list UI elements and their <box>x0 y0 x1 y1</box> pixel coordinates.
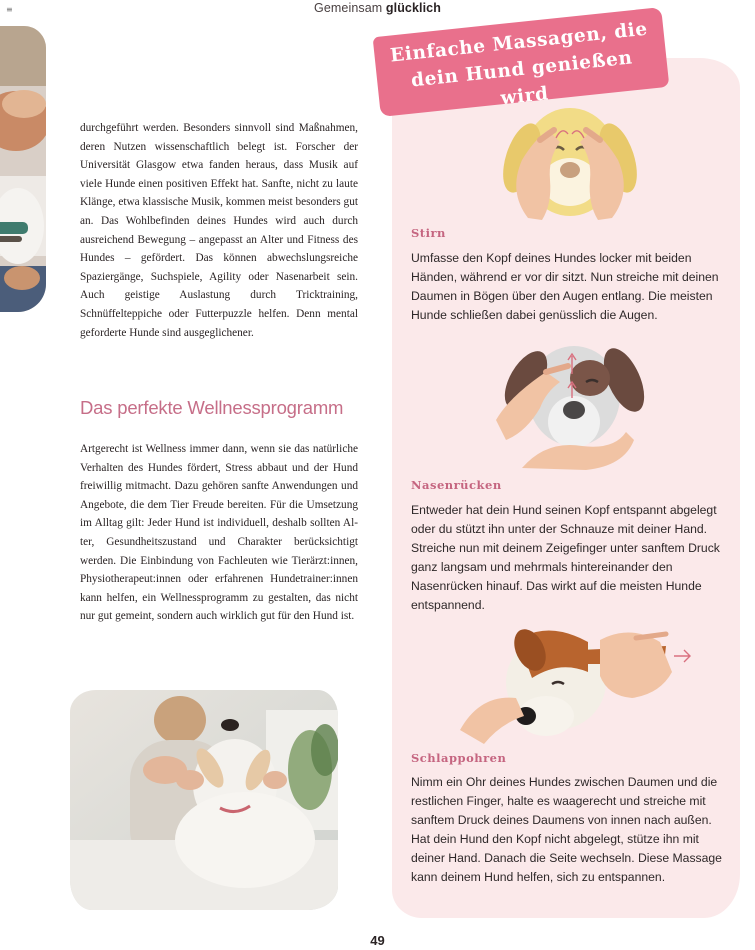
section-paragraph <box>80 440 358 626</box>
stirn-massage-illustration <box>478 100 658 220</box>
arrow-right-icon <box>674 650 690 662</box>
technique-text-nasenruecken: Entweder hat dein Hund seinen Kopf entspannt abgelegt oder du stützt ihn unter der Schnauze mit deiner Hand. Streiche nun mit deinem Zeigefinger unter sanftem Druck ganz langsam und mehrmals hintereinander den Nasenrücken hinauf. Das wirkt auf die meisten Hunde entspannend. <box>411 503 720 612</box>
section-paragraph-text: Artgerecht ist Wellness immer dann, wenn sie das natürliche Verhalten des Hundes fördert, Stress abbaut und der Hund freiwillig mitmacht. Dazu gehören sanfte Anwendungen und Angebote, die dem Tier Freude bereiten. Für die Umsetzung im Alltag gilt: Jeder Hund ist individuell, deshalb sollten Alter, Gesundheitszustand und Charakter berücksichtigt werden. Die Einbindung von Fachleuten wie Tierärzt:innen, Physiotherapeut:innen oder erfahrenen Hundetrainer:innen kann helfen, ein Wellnessprogramm zu gestalten, das nicht nur gut gemeint, sondern auch wirklich gut für den Hund ist. <box>80 443 358 623</box>
dog-massage-photo-image <box>70 690 338 910</box>
dog-massage-photo <box>70 690 338 910</box>
running-header-regular: Gemeinsam <box>314 1 383 15</box>
technique-text-schlappohren: Nimm ein Ohr deines Hundes zwischen Daumen und die restlichen Finger, halte es waagerecht und streiche mit sanftem Druck deines Daumens von innen nach außen. Hat dein Hund den Kopf nicht abgelegt, stütze ihn mit deiner Hand. Danach die Seite wechseln. Diese Massage kann deinem Hund helfen, sich zu entspannen. <box>411 775 722 884</box>
nasenruecken-massage-illustration <box>486 336 646 476</box>
left-photo-crop <box>0 26 46 312</box>
technique-heading-nasenruecken: Nasenrücken <box>411 478 502 492</box>
intro-paragraph <box>80 119 358 342</box>
technique-heading-schlappohren: Schlappohren <box>411 751 507 765</box>
intro-paragraph-text: durchgeführt werden. Besonders sinnvoll sind Maßnahmen, deren Nutzen wissenschaftlich belegt ist. Forscher der Universität Glasgow etwa fanden heraus, dass Musik auf viele Hunde einen positiven Effekt hat. Sanfte, nicht zu laute Klänge, etwa klassische Musik, kommen meist besonders gut an. Das Wohlbefinden deines Hundes wird auch durch ausreichend Bewegung – angepasst an Alter und Fitness des Hundes – gefördert. Das können abwechslungsreiche Spaziergänge, Suchspiele, Agility oder Nasenarbeit sein. Auch geistige Auslastung durch Tricktraining, Schnüffelteppiche oder Futterpuzzle helfen. Denn mental geforderte Hunde sind ausgeglichener. <box>80 122 358 339</box>
page-number: 49 <box>370 933 385 948</box>
panel-title: Einfache Massagen, die dein Hund genießen wird <box>389 18 649 110</box>
schlappohren-massage-illustration <box>460 620 700 748</box>
section-heading: Das perfekte Wellnessprogramm <box>80 397 344 418</box>
left-photo-image <box>0 26 46 312</box>
corner-mark: ≡ <box>6 5 13 14</box>
technique-heading-stirn: Stirn <box>411 226 446 240</box>
running-header-bold: glücklich <box>385 1 441 15</box>
technique-text-stirn: Umfasse den Kopf deines Hundes locker mit beiden Händen, während er vor dir sitzt. Nun streiche mit deinen Daumen in Bögen über den Augen entlang. Die meisten Hunde schließen dabei genüsslich die Augen. <box>411 251 719 322</box>
